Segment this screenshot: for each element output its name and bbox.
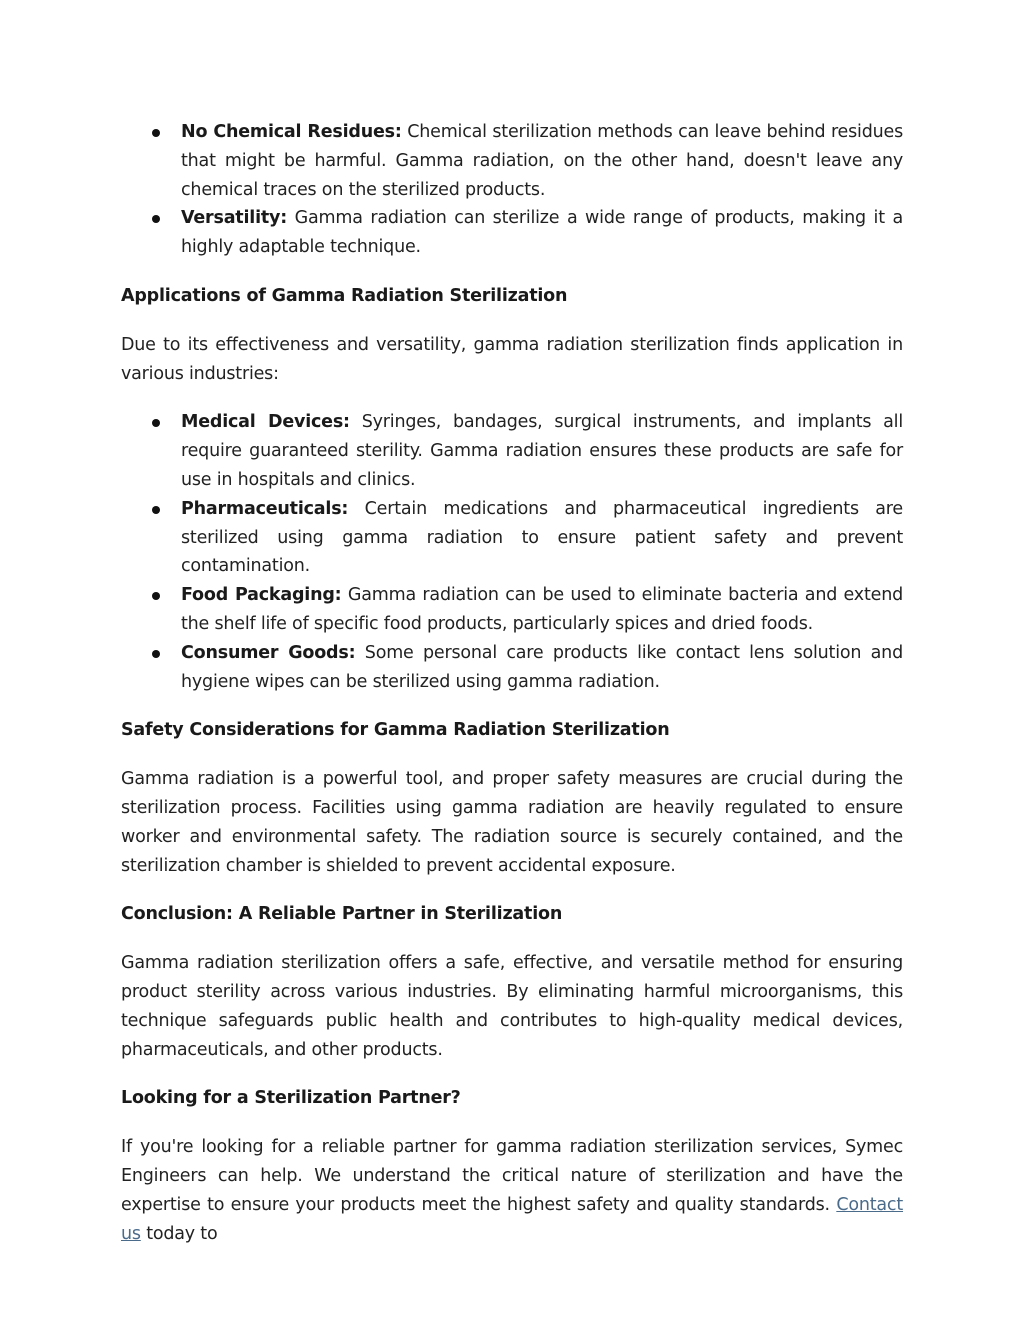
partner-heading: Looking for a Sterilization Partner? <box>121 1088 461 1109</box>
safety-heading: Safety Considerations for Gamma Radiation Sterilization <box>121 720 670 741</box>
bullet-icon <box>152 419 160 427</box>
applications-intro: Due to its effectiveness and versatility, gamma radiation sterilization finds application in various industries: <box>121 334 903 384</box>
benefits-list <box>121 118 903 262</box>
list-item <box>121 581 903 639</box>
list-item-term: Versatility: <box>181 208 288 229</box>
list-item <box>121 408 903 494</box>
conclusion-heading: Conclusion: A Reliable Partner in Sterilization <box>121 904 563 925</box>
bullet-icon <box>152 129 160 137</box>
applications-heading: Applications of Gamma Radiation Sterilization <box>121 285 568 306</box>
partner-text-after: today to <box>146 1223 218 1244</box>
list-item <box>121 204 903 262</box>
bullet-icon <box>152 650 160 658</box>
list-item-term: Consumer Goods: <box>181 642 356 663</box>
partner-paragraph <box>121 1133 903 1248</box>
list-item-text: Certain medications and pharmaceutical ingredients are sterilized using gamma radiation to ensure patient safety and prevent contamination. <box>181 498 903 577</box>
partner-text: If you're looking for a reliable partner for gamma radiation sterilization services, Symec Engineers can help. We understand the critical nature of sterilization and have the expertise to ensure your products meet the highest safety and quality standards. <box>121 1137 903 1215</box>
safety-paragraph: Gamma radiation is a powerful tool, and proper safety measures are crucial during the sterilization process. Facilities using gamma radiation are heavily regulated to ensure worker and environmental safety. The radiation source is securely contained, and the sterilization chamber is shielded to prevent accidental exposure. <box>121 769 903 876</box>
bullet-icon <box>152 592 160 600</box>
list-item-text: Chemical sterilization methods can leave behind residues that might be harmful. Gamma radiation, on the other hand, doesn't leave any chemical traces on the sterilized products. <box>181 122 903 200</box>
list-item <box>121 639 903 697</box>
list-item-term: Pharmaceuticals: <box>181 498 349 519</box>
list-item-term: Medical Devices: <box>181 412 350 433</box>
list-item-text: Syringes, bandages, surgical instruments, and implants all require guaranteed sterility. Gamma radiation ensures these products are safe for use in hospitals and clinics. <box>181 412 903 490</box>
list-item-term: Food Packaging: <box>181 585 342 606</box>
list-item <box>121 118 903 204</box>
bullet-icon <box>152 215 160 223</box>
conclusion-paragraph: Gamma radiation sterilization offers a safe, effective, and versatile method for ensuring product sterility across various industries. By eliminating harmful microorganisms, this technique safeguards public health and contributes to high-quality medical devices, pharmaceuticals, and other products. <box>121 953 903 1060</box>
contact-us-link[interactable]: Contact us <box>121 1194 903 1244</box>
list-item-text: Gamma radiation can be used to eliminate bacteria and extend the shelf life of specific food products, particularly spices and dried foods. <box>181 585 903 634</box>
applications-list <box>121 408 903 696</box>
list-item-text: Some personal care products like contact lens solution and hygiene wipes can be sterilized using gamma radiation. <box>181 642 903 692</box>
list-item-term: No Chemical Residues: <box>181 122 402 142</box>
bullet-icon <box>152 506 160 514</box>
list-item <box>121 495 903 581</box>
list-item-text: Gamma radiation can sterilize a wide range of products, making it a highly adaptable technique. <box>181 208 903 258</box>
document-page <box>121 118 903 1248</box>
